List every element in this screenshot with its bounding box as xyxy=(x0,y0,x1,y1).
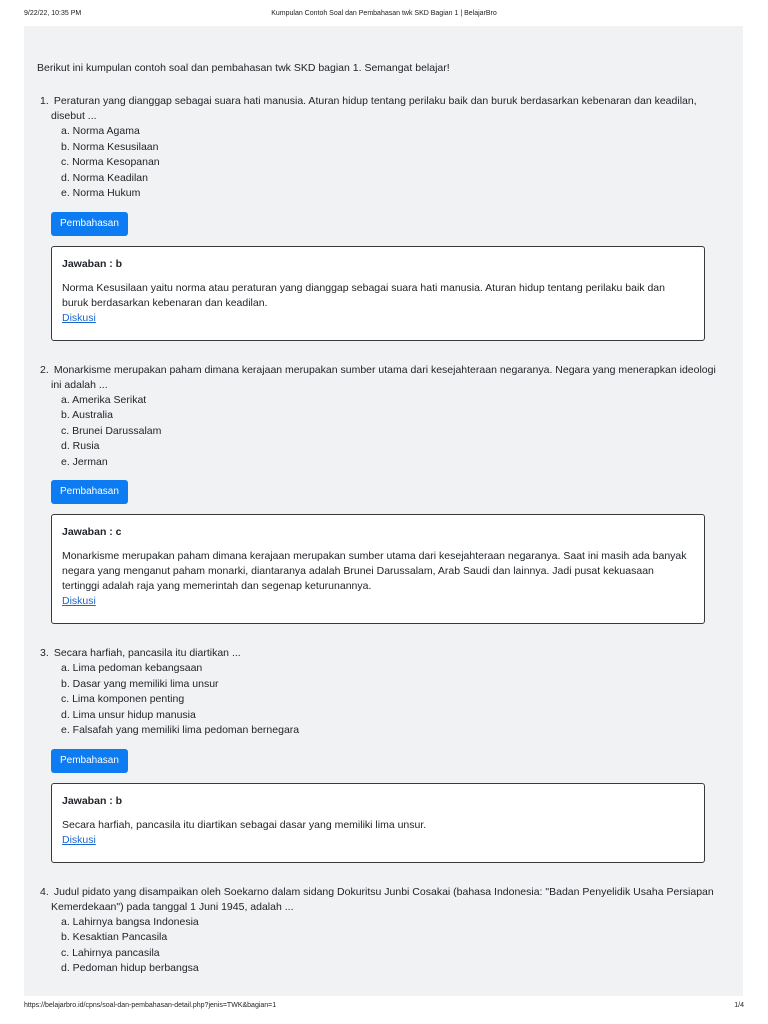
question-text xyxy=(37,363,727,393)
answer-title: Jawaban : c xyxy=(62,526,122,538)
question-body: Judul pidato yang disampaikan oleh Soekarno dalam sidang Dokuritsu Junbi Cosakai (bahasa Indonesia: "Badan Penyelidik Usaha Persiapan Kemerdekaan") pada tanggal 1 Juni 1945, adalah ... xyxy=(51,885,714,913)
option-b: b. Dasar yang memiliki lima unsur xyxy=(61,677,219,690)
option-d: d. Rusia xyxy=(61,440,100,452)
question-number: 4. xyxy=(40,885,49,898)
option-e: e. Norma Hukum xyxy=(61,187,141,199)
print-datetime: 9/22/22, 10:35 PM xyxy=(24,10,82,17)
question-text xyxy=(37,885,727,915)
option-list xyxy=(37,915,727,977)
answer-text: Monarkisme merupakan paham dimana kerajaan merupakan sumber utama dari kesejahteraan negaranya. Saat ini masih ada banyak negara yang menganut paham monarki, diantaranya adalah Brunei Darussalam, Arab Saudi dan lainnya. Jadi pusat kekuasaan tertinggi adalah raja yang memerintah dan segenap keturunannya. xyxy=(62,550,687,592)
answer-box xyxy=(51,514,705,624)
pembahasan-button[interactable]: Pembahasan xyxy=(51,480,128,504)
option-b: b. Australia xyxy=(61,409,113,421)
option-a: a. Norma Agama xyxy=(61,125,140,137)
print-footer xyxy=(24,1002,744,1014)
question-4 xyxy=(37,885,727,977)
question-number: 3. xyxy=(40,647,49,659)
answer-title: Jawaban : b xyxy=(62,794,123,807)
pembahasan-button[interactable]: Pembahasan xyxy=(51,212,128,236)
option-d: d. Lima unsur hidup manusia xyxy=(61,708,196,721)
option-e: e. Falsafah yang memiliki lima pedoman bernegara xyxy=(61,724,300,736)
question-text xyxy=(37,646,727,661)
answer-box xyxy=(51,246,705,341)
question-2 xyxy=(37,363,727,625)
question-number: 1. xyxy=(40,95,49,107)
discuss-link[interactable]: Diskusi xyxy=(62,833,96,846)
option-c: c. Brunei Darussalam xyxy=(61,424,162,437)
option-a: a. Lahirnya bangsa Indonesia xyxy=(61,915,199,928)
option-list xyxy=(37,661,727,739)
question-body: Monarkisme merupakan paham dimana kerajaan merupakan sumber utama dari kesejahteraan negaranya. Negara yang menerapkan ideologi ini adalah ... xyxy=(51,363,716,391)
discuss-link[interactable]: Diskusi xyxy=(62,311,96,324)
intro-text: Berikut ini kumpulan contoh soal dan pembahasan twk SKD bagian 1. Semangat belajar! xyxy=(37,62,450,74)
print-page-title: Kumpulan Contoh Soal dan Pembahasan twk SKD Bagian 1 | BelajarBro xyxy=(271,10,497,17)
print-url: https://belajarbro.id/cpns/soal-dan-pembahasan-detail.php?jenis=TWK&bagian=1 xyxy=(24,1002,277,1009)
option-c: c. Lima komponen penting xyxy=(61,693,185,705)
question-number: 2. xyxy=(40,363,49,376)
question-text xyxy=(37,94,727,124)
option-e: e. Jerman xyxy=(61,455,108,468)
option-b: b. Kesaktian Pancasila xyxy=(61,931,168,943)
option-list xyxy=(37,393,727,471)
answer-box xyxy=(51,783,705,863)
option-c: c. Lahirnya pancasila xyxy=(61,946,160,959)
print-page-number: 1/4 xyxy=(734,1002,744,1009)
question-3 xyxy=(37,646,727,863)
option-d: d. Norma Keadilan xyxy=(61,171,148,184)
discuss-link[interactable]: Diskusi xyxy=(62,595,96,607)
option-a: a. Lima pedoman kebangsaan xyxy=(61,662,203,674)
answer-text: Secara harfiah, pancasila itu diartikan sebagai dasar yang memiliki lima unsur. xyxy=(62,818,427,831)
option-list xyxy=(37,124,727,202)
question-body: Secara harfiah, pancasila itu diartikan ... xyxy=(53,647,241,659)
print-header xyxy=(24,10,744,22)
content-inner xyxy=(37,61,727,996)
question-1 xyxy=(37,94,727,341)
option-b: b. Norma Kesusilaan xyxy=(61,140,159,153)
option-a: a. Amerika Serikat xyxy=(61,393,147,406)
answer-title: Jawaban : b xyxy=(62,257,123,270)
pembahasan-button[interactable]: Pembahasan xyxy=(51,749,128,773)
question-body: Peraturan yang dianggap sebagai suara hati manusia. Aturan hidup tentang perilaku baik dan buruk berdasarkan kebenaran dan keadilan, disebut ... xyxy=(51,95,697,122)
option-c: c. Norma Kesopanan xyxy=(61,156,160,168)
content-area xyxy=(24,26,743,996)
option-d: d. Pedoman hidup berbangsa xyxy=(61,962,199,974)
answer-text: Norma Kesusilaan yaitu norma atau peraturan yang dianggap sebagai suara hati manusia. Aturan hidup tentang perilaku baik dan buruk berdasarkan kebenaran dan keadilan. xyxy=(62,281,665,309)
